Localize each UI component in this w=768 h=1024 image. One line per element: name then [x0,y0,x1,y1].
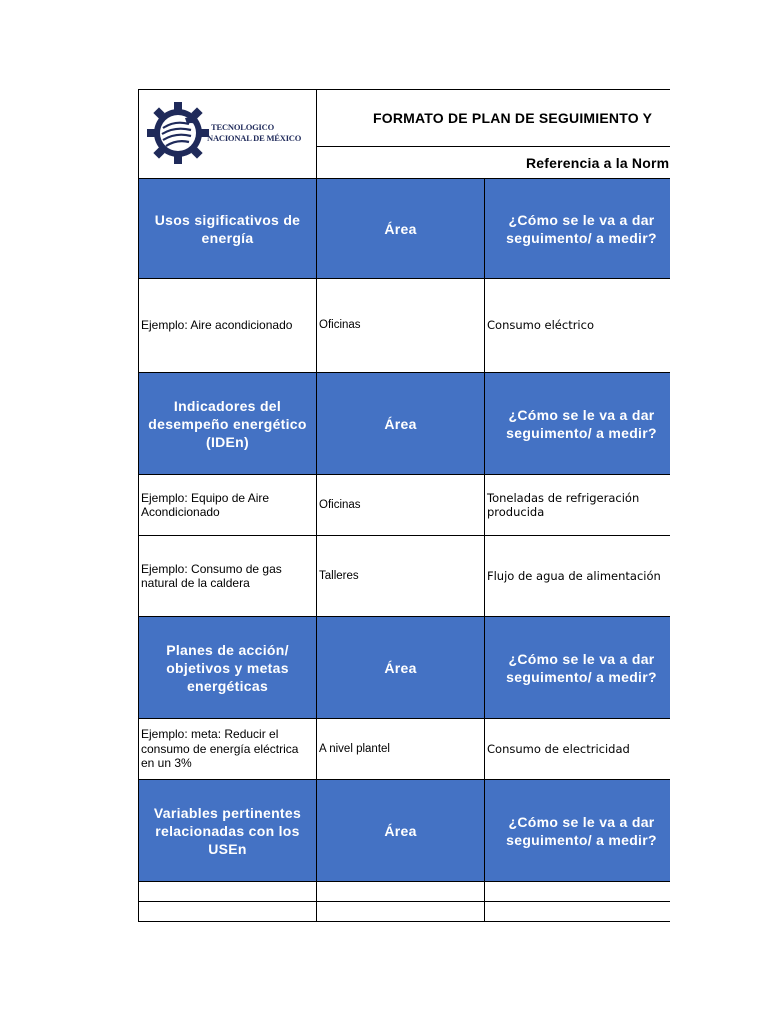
table-cell[interactable]: Oficinas [317,475,485,535]
header-cell-area: Área [317,373,485,474]
spreadsheet-form [138,89,670,922]
title-area [317,90,670,178]
table-row [139,536,670,617]
logo-cell [139,90,317,178]
header-cell-usos: Usos sigificativos de energía [139,179,317,278]
header-cell-area: Área [317,179,485,278]
table-row [139,882,670,902]
table-row [139,719,670,780]
header-cell-indicadores: Indicadores del desempeño energético (IDEn) [139,373,317,474]
header-cell-area: Área [317,780,485,881]
table-cell[interactable]: Ejemplo: meta: Reducir el consumo de energía eléctrica en un 3% [139,719,317,779]
header-cell-seguimiento: ¿Cómo se le va a dar seguimento/ a medir? [485,179,670,278]
header-cell-seguimiento: ¿Cómo se le va a dar seguimento/ a medir? [485,780,670,881]
header-cell-planes: Planes de acción/ objetivos y metas energéticas [139,617,317,718]
table-cell[interactable]: Talleres [317,536,485,616]
tecnm-logo [145,98,311,168]
table-cell[interactable] [139,902,317,921]
header-cell-seguimiento: ¿Cómo se le va a dar seguimento/ a medir? [485,373,670,474]
table-cell[interactable] [485,902,670,921]
header-cell-variables: Variables pertinentes relacionadas con los USEn [139,780,317,881]
reference-row [317,147,670,178]
title-row [317,90,670,147]
table-cell[interactable]: Oficinas [317,279,485,372]
table-cell[interactable]: Flujo de agua de alimentación [487,568,661,583]
table-cell[interactable]: Ejemplo: Aire acondicionado [139,279,317,372]
table-cell[interactable] [317,882,485,901]
table-row [139,475,670,536]
logo-text-line1: TECNOLOGICO [211,122,274,132]
table-row [139,902,670,922]
table-cell[interactable]: Ejemplo: Consumo de gas natural de la caldera [139,536,317,616]
table-row [139,279,670,373]
table-cell[interactable]: Ejemplo: Equipo de Aire Acondicionado [139,475,317,535]
table-cell[interactable] [317,902,485,921]
section-header-row [139,780,670,882]
table-cell[interactable]: Consumo de electricidad [487,741,630,756]
section-header-row [139,373,670,475]
table-cell[interactable]: Consumo eléctrico [487,318,594,333]
form-title: FORMATO DE PLAN DE SEGUIMIENTO Y [373,110,653,126]
table-cell[interactable]: A nivel plantel [317,719,485,779]
table-cell[interactable] [139,882,317,901]
norm-reference: Referencia a la Norm [526,154,670,171]
section-header-row [139,179,670,279]
table-cell[interactable] [485,882,670,901]
header-cell-seguimiento: ¿Cómo se le va a dar seguimento/ a medir? [485,617,670,718]
table-cell[interactable]: Toneladas de refrigeración producida [487,490,640,519]
section-header-row [139,617,670,719]
logo-text-line2: NACIONAL DE MÉXICO [207,133,302,143]
header-cell-area: Área [317,617,485,718]
title-block [139,89,670,179]
